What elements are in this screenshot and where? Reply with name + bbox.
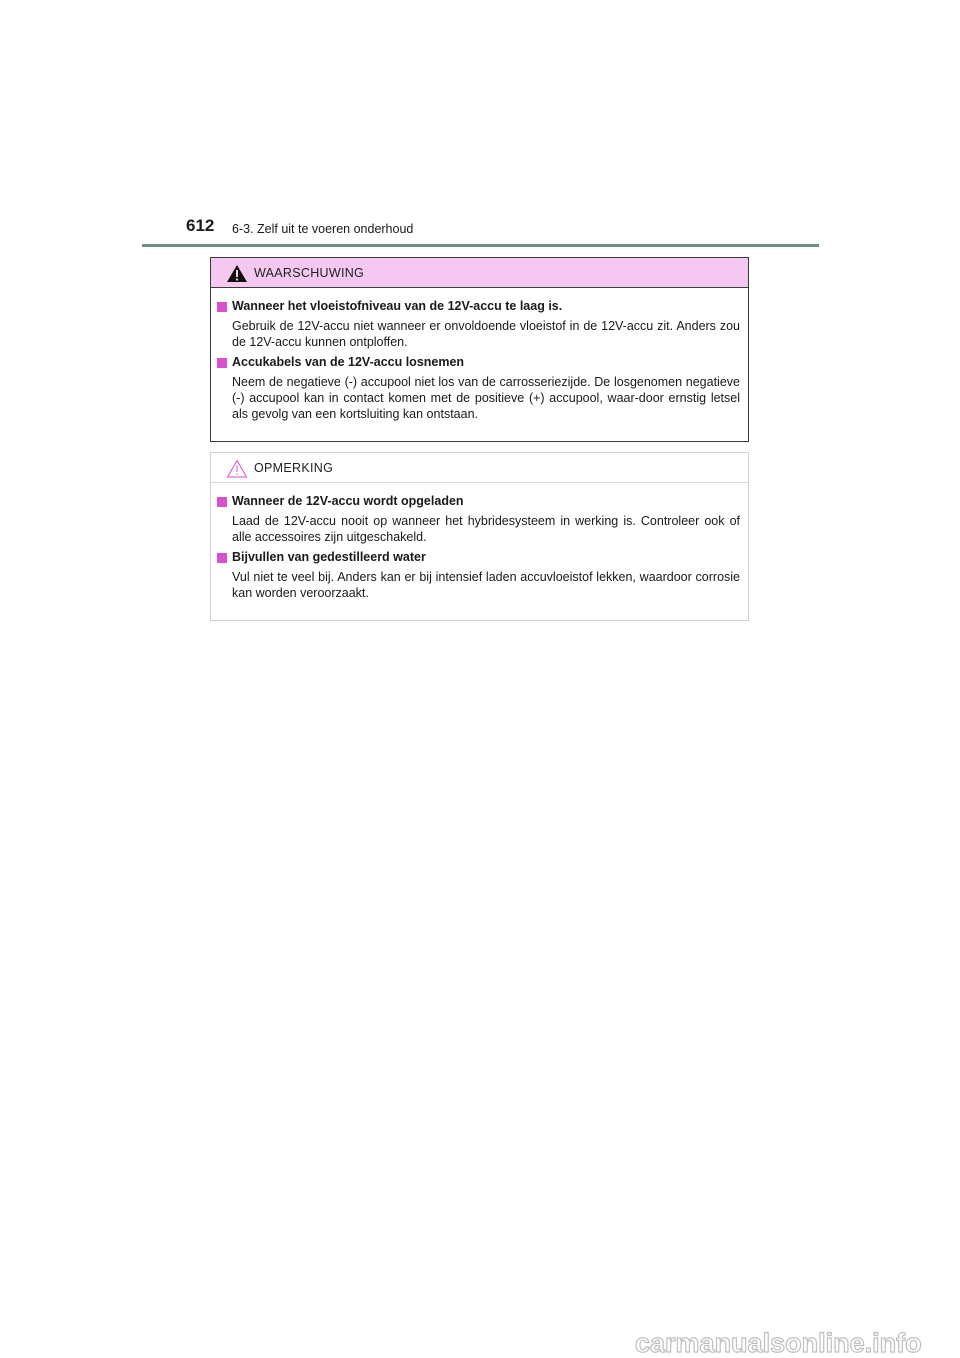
square-bullet-icon	[217, 302, 227, 312]
warning-header	[211, 258, 748, 288]
note-item-heading	[217, 549, 740, 566]
warning-body	[211, 288, 748, 422]
warning-box	[210, 257, 749, 442]
note-body	[211, 483, 748, 601]
note-item-heading-text: Bijvullen van gedestilleerd water	[232, 550, 426, 564]
square-bullet-icon	[217, 553, 227, 563]
caution-triangle-outline-icon	[226, 459, 248, 478]
warning-triangle-icon	[226, 264, 248, 283]
note-item-heading-text: Wanneer de 12V-accu wordt opgeladen	[232, 494, 464, 508]
warning-item-text: Gebruik de 12V-accu niet wanneer er onvoldoende vloeistof in de 12V-accu zit. Anders zou de 12V-accu kunnen ontploffen.	[232, 319, 740, 349]
warning-title: WAARSCHUWING	[254, 266, 365, 280]
note-item-heading	[217, 493, 740, 510]
note-title: OPMERKING	[254, 461, 334, 475]
square-bullet-icon	[217, 497, 227, 507]
header-divider	[142, 244, 819, 247]
watermark-text: carmanualsonline.info	[635, 1328, 922, 1358]
watermark-logo	[633, 1327, 960, 1358]
page-number: 612	[186, 216, 215, 235]
section-title: 6-3. Zelf uit te voeren onderhoud	[232, 222, 414, 236]
warning-item-heading-text: Wanneer het vloeistofniveau van de 12V-accu te laag is.	[232, 299, 563, 313]
note-header	[211, 453, 748, 483]
warning-item-heading	[217, 354, 740, 371]
square-bullet-icon	[217, 358, 227, 368]
note-item-text: Laad de 12V-accu nooit op wanneer het hybridesysteem in werking is. Controleer ook of alle accessoires zijn uitgeschakeld.	[232, 514, 740, 544]
warning-item-heading-text: Accukabels van de 12V-accu losnemen	[232, 355, 465, 369]
warning-item-text: Neem de negatieve (-) accupool niet los van de carrosseriezijde. De losgenomen negatieve (-) accupool kan in contact komen met de positieve (+) accupool, waar-door ernstig letsel als gevolg van een kortsluiting kan ontstaan.	[232, 375, 740, 421]
note-box	[210, 452, 749, 621]
note-item-text: Vul niet te veel bij. Anders kan er bij intensief laden accuvloeistof lekken, waardoor corrosie kan worden veroorzaakt.	[232, 570, 740, 600]
warning-item-heading	[217, 298, 740, 315]
